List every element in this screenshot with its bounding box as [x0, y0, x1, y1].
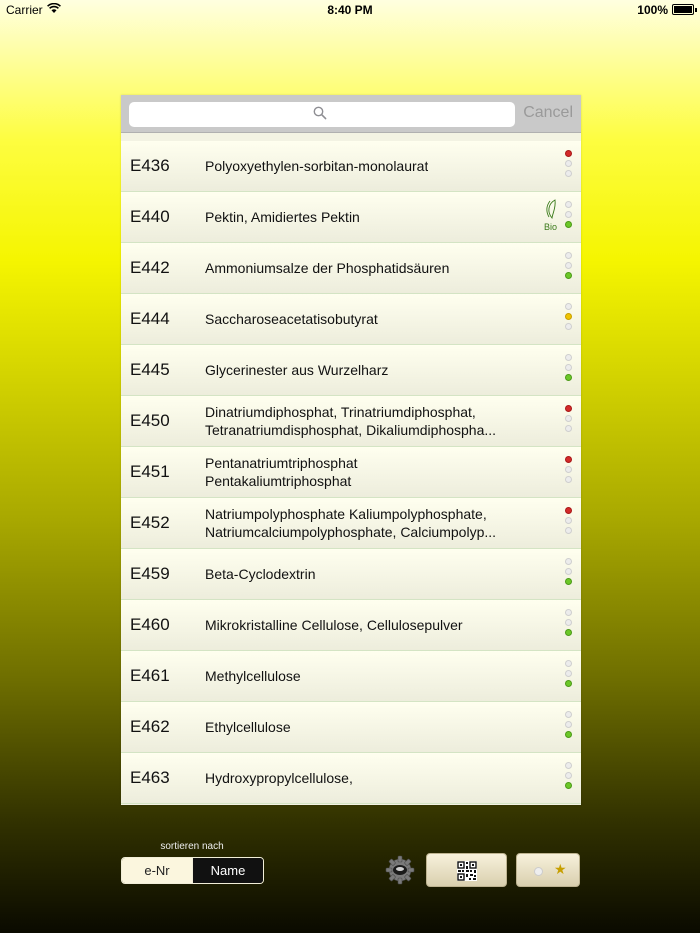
additive-name: Beta-Cyclodextrin	[205, 566, 316, 582]
carrier-label: Carrier	[6, 3, 43, 17]
additive-name: Pentanatriumtriphosphat Pentakaliumtriphosphat	[205, 455, 358, 489]
e-number: E463	[130, 768, 170, 787]
e-number: E451	[130, 462, 170, 481]
light-yellow-off-icon	[565, 262, 572, 269]
clock: 8:40 PM	[327, 3, 373, 17]
e-number: E460	[130, 615, 170, 634]
light-green-on-icon	[565, 578, 572, 585]
additive-name: Mikrokristalline Cellulose, Cellulosepulver	[205, 617, 463, 633]
list-item[interactable]	[121, 702, 581, 753]
additive-name: Glycerinester aus Wurzelharz	[205, 362, 389, 378]
traffic-light-indicator	[565, 150, 573, 180]
bio-label: Bio	[544, 222, 558, 232]
e-number: E450	[130, 411, 170, 430]
light-yellow-off-icon	[565, 721, 572, 728]
star-icon: ★	[554, 861, 567, 877]
favorites-button[interactable]	[516, 853, 580, 887]
e-number: E452	[130, 513, 170, 532]
additive-name-cell	[205, 498, 525, 548]
light-red-off-icon	[565, 711, 572, 718]
qr-code-icon	[457, 861, 477, 881]
cancel-button[interactable]: Cancel	[523, 104, 573, 121]
traffic-light-indicator	[565, 660, 573, 690]
traffic-light-indicator	[565, 252, 573, 282]
light-red-off-icon	[565, 354, 572, 361]
list-item[interactable]	[121, 753, 581, 804]
light-red-off-icon	[565, 609, 572, 616]
light-red-on-icon	[565, 405, 572, 412]
additive-name-cell	[205, 141, 525, 191]
e-number: E462	[130, 717, 170, 736]
additive-name: Hydroxypropylcellulose,	[205, 770, 353, 786]
traffic-light-indicator	[565, 711, 573, 741]
light-red-off-icon	[565, 303, 572, 310]
sort-label: sortieren nach	[160, 841, 224, 852]
list-item[interactable]	[121, 141, 581, 192]
light-green-off-icon	[565, 527, 572, 534]
light-red-off-icon	[565, 201, 572, 208]
additive-name: Ammoniumsalze der Phosphatidsäuren	[205, 260, 450, 276]
additive-name: Saccharoseacetatisobutyrat	[205, 311, 378, 327]
search-icon	[313, 106, 327, 120]
list-item[interactable]	[121, 294, 581, 345]
light-off-icon	[534, 867, 543, 876]
light-green-on-icon	[565, 374, 572, 381]
light-green-on-icon	[565, 629, 572, 636]
light-red-on-icon	[565, 150, 572, 157]
light-green-off-icon	[565, 323, 572, 330]
e-number: E442	[130, 258, 170, 277]
light-green-off-icon	[565, 476, 572, 483]
additive-name-cell	[205, 243, 525, 293]
sort-option-enr[interactable]: e-Nr	[122, 858, 192, 883]
light-red-on-icon	[565, 507, 572, 514]
additive-name: Polyoxyethylen-sorbitan-monolaurat	[205, 158, 429, 174]
additive-name: Ethylcellulose	[205, 719, 291, 735]
additive-name-cell	[205, 753, 525, 803]
battery-icon	[672, 4, 694, 15]
battery-percent: 100%	[637, 3, 668, 17]
gear-icon[interactable]	[385, 855, 415, 885]
light-red-off-icon	[565, 762, 572, 769]
additive-name-cell	[205, 651, 525, 701]
list-item[interactable]	[121, 192, 581, 243]
light-green-on-icon	[565, 221, 572, 228]
e-number: E445	[130, 360, 170, 379]
traffic-light-indicator	[565, 507, 573, 537]
traffic-light-indicator	[565, 762, 573, 792]
e-number: E440	[130, 207, 170, 226]
list-item[interactable]	[121, 498, 581, 549]
light-red-on-icon	[565, 456, 572, 463]
e-number: E459	[130, 564, 170, 583]
light-yellow-off-icon	[565, 415, 572, 422]
additive-name-cell	[205, 702, 525, 752]
traffic-light-indicator	[565, 354, 573, 384]
traffic-light-indicator	[565, 405, 573, 435]
traffic-light-indicator	[565, 609, 573, 639]
light-yellow-off-icon	[565, 568, 572, 575]
traffic-light-indicator	[565, 303, 573, 333]
light-yellow-off-icon	[565, 619, 572, 626]
list-item[interactable]	[121, 651, 581, 702]
light-yellow-off-icon	[565, 670, 572, 677]
bio-leaf-icon	[543, 198, 561, 234]
light-yellow-off-icon	[565, 772, 572, 779]
list-item[interactable]	[121, 396, 581, 447]
e-number: E444	[130, 309, 170, 328]
light-green-on-icon	[565, 680, 572, 687]
traffic-light-indicator	[565, 201, 573, 231]
light-red-off-icon	[565, 558, 572, 565]
list-item[interactable]	[121, 345, 581, 396]
list-item[interactable]	[121, 243, 581, 294]
sort-segmented-control	[121, 857, 264, 884]
status-bar	[0, 0, 700, 20]
light-green-on-icon	[565, 782, 572, 789]
sort-option-name[interactable]: Name	[192, 858, 263, 883]
light-yellow-on-icon	[565, 313, 572, 320]
additive-name-cell	[205, 345, 525, 395]
light-red-off-icon	[565, 252, 572, 259]
traffic-light-indicator	[565, 456, 573, 486]
additive-list-panel	[121, 95, 581, 805]
traffic-light-indicator	[565, 558, 573, 588]
light-yellow-off-icon	[565, 160, 572, 167]
light-yellow-off-icon	[565, 364, 572, 371]
light-green-off-icon	[565, 170, 572, 177]
light-yellow-off-icon	[565, 517, 572, 524]
additive-name: Natriumpolyphosphate Kaliumpolyphosphate, Natriumcalciumpolyphosphate, Calciumpolyp...	[205, 506, 497, 540]
qr-scan-button[interactable]	[426, 853, 507, 887]
additive-list	[121, 141, 581, 804]
light-green-on-icon	[565, 272, 572, 279]
light-green-on-icon	[565, 731, 572, 738]
additive-name-cell	[205, 549, 525, 599]
additive-name: Pektin, Amidiertes Pektin	[205, 209, 360, 225]
list-item[interactable]	[121, 549, 581, 600]
additive-name-cell	[205, 192, 525, 242]
e-number: E461	[130, 666, 170, 685]
light-red-off-icon	[565, 660, 572, 667]
additive-name-cell	[205, 396, 525, 446]
e-number: E436	[130, 156, 170, 175]
search-bar	[121, 95, 581, 133]
list-item[interactable]	[121, 600, 581, 651]
light-yellow-off-icon	[565, 211, 572, 218]
additive-name: Methylcellulose	[205, 668, 301, 684]
additive-name: Dinatriumdiphosphat, Trinatriumdiphosphat, Tetranatriumdisphosphat, Dikaliumdiphospha...	[205, 404, 497, 438]
light-green-off-icon	[565, 425, 572, 432]
additive-name-cell	[205, 600, 525, 650]
additive-name-cell	[205, 447, 525, 497]
list-item[interactable]	[121, 447, 581, 498]
light-yellow-off-icon	[565, 466, 572, 473]
additive-name-cell	[205, 294, 525, 344]
